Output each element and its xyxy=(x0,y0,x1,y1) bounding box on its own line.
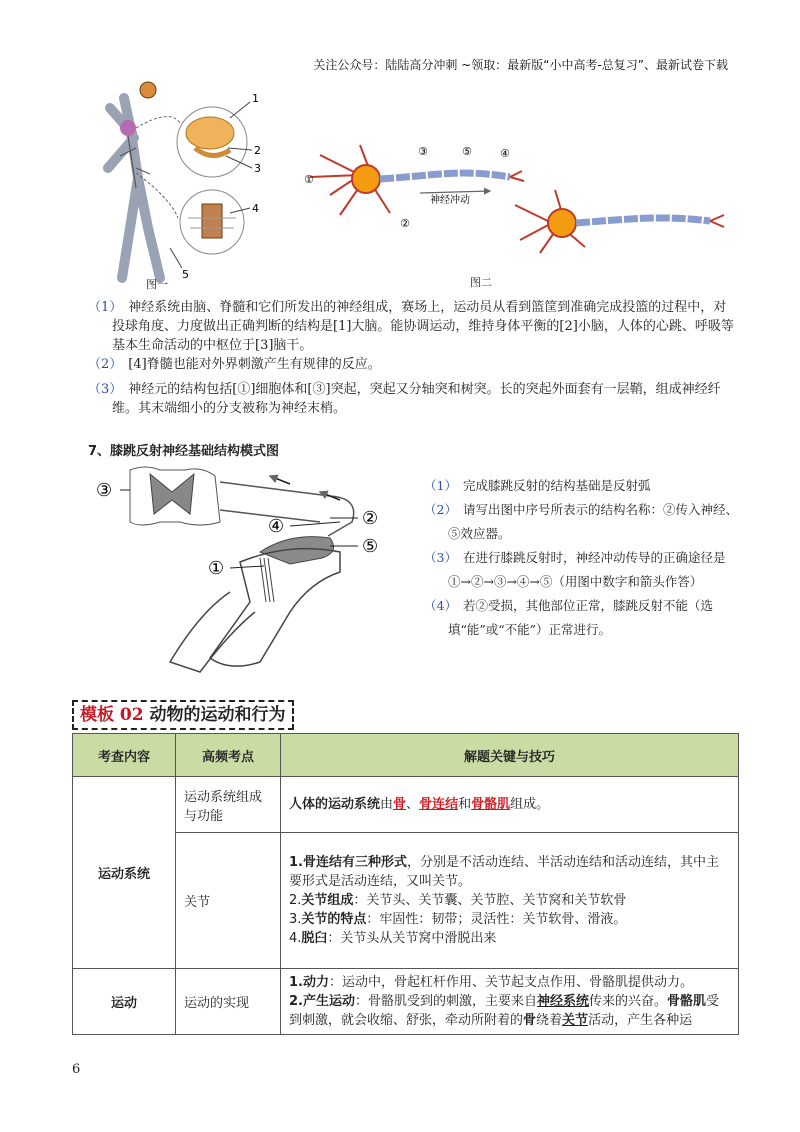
impulse-label: 神经冲动 xyxy=(430,195,470,206)
basketball xyxy=(140,82,156,98)
reflex-label-2: ② xyxy=(362,508,379,529)
cell-motion-system: 运动系统 xyxy=(73,777,176,969)
page-header: 关注公众号：陆陆高分冲刺 ~领取：最新版“小中高考-总复习”、最新试卷下载 xyxy=(313,58,728,72)
reflex-label-1: ① xyxy=(208,558,225,579)
table-row xyxy=(73,969,739,1035)
figure-neuron xyxy=(300,135,730,255)
spinal-cord xyxy=(202,204,222,238)
page-number: 6 xyxy=(72,1062,81,1077)
n-label-4: ④ xyxy=(500,147,510,160)
reflex-label-3: ③ xyxy=(96,480,113,501)
section-7-title: 7、膝跳反射神经基础结构模式图 xyxy=(88,444,280,459)
label-5: 5 xyxy=(182,268,189,281)
figure-nervous-system xyxy=(100,78,290,288)
reflex-questions: （1） 完成膝跳反射的结构基础是反射弧 （2） 请写出图中序号所表示的结构名称：②传入神经、⑤效应器。 （3） 在进行膝跳反射时，神经冲动传导的正确途径是①→②→③→④→⑤（用图中数字和箭头作答） （4） 若②受损，其他部位正常，膝跳反射不能（选填“能”或“不能”）正常进行。 xyxy=(424,478,738,637)
summary-table xyxy=(72,733,739,1035)
label-1: 1 xyxy=(252,92,259,105)
para-3: （3） 神经元的结构包括[①]细胞体和[③]突起，突起又分轴突和树突。长的突起外面套有一层鞘，组成神经纤维。其末端细小的分支被称为神经末梢。 xyxy=(88,382,721,416)
n-label-2: ② xyxy=(400,217,410,230)
label-4: 4 xyxy=(252,202,259,215)
table-header-row xyxy=(73,734,739,777)
module-title: 模板 02 动物的运动和行为 xyxy=(72,700,294,730)
cell-joint: 关节 xyxy=(176,833,281,969)
table-row xyxy=(73,777,739,833)
label-2: 2 xyxy=(254,144,261,157)
n-label-1: ① xyxy=(304,173,314,186)
th-content: 考查内容 xyxy=(73,734,176,777)
n-label-5: ⑤ xyxy=(462,145,472,158)
cell-joint-answer: 1.骨连结有三种形式，分别是不活动连结、半活动连结和活动连结，其中主要形式是活动连结，又叫关节。 2.关节组成：关节头、关节囊、关节腔、关节窝和关节软骨 3.关节的特点：牢固性：韧带；灵活性：关节软骨、滑液。 4.脱臼：关节头从关节窝中滑脱出来 xyxy=(281,833,739,969)
label-3: 3 xyxy=(254,162,261,175)
cell-motion: 运动 xyxy=(73,969,176,1035)
cell-motion-realize: 运动的实现 xyxy=(176,969,281,1035)
figure2-caption: 图二 xyxy=(470,276,492,289)
cell-system-composition: 运动系统组成与功能 xyxy=(176,777,281,833)
neuron2-body xyxy=(548,209,576,237)
brain xyxy=(186,117,234,149)
para-1: （1） 神经系统由脑、脊髓和它们所发出的神经组成，赛场上，运动员从看到篮筐到准确完成投篮的过程中，对投球角度、力度做出正确判断的结构是[1]大脑。能协调运动，维持身体平衡的[2]小脑，人体的心跳、呼吸等基本生命活动的中枢位于[3]脑干。 xyxy=(88,300,734,353)
th-points: 高频考点 xyxy=(176,734,281,777)
reflex-label-4: ④ xyxy=(268,516,285,537)
figure-knee-jerk xyxy=(90,462,420,682)
reflex-label-5: ⑤ xyxy=(362,536,379,557)
n-label-3: ③ xyxy=(418,145,428,158)
th-tips: 解题关键与技巧 xyxy=(281,734,739,777)
para-2: （2） [4]脊髓也能对外界刺激产生有规律的反应。 xyxy=(88,357,381,372)
cell-motion-answer: 1.动力：运动中，骨起杠杆作用、关节起支点作用、骨骼肌提供动力。 2.产生运动：骨骼肌受到的刺激，主要来自神经系统传来的兴奋。骨骼肌受到刺激，就会收缩、舒张，牵动所附着的骨绕着关节活动，产生各种运 xyxy=(281,969,739,1035)
figure1-caption: 图一 xyxy=(146,278,168,291)
cell-system-answer: 人体的运动系统由骨、骨连结和骨骼肌组成。 xyxy=(281,777,739,833)
